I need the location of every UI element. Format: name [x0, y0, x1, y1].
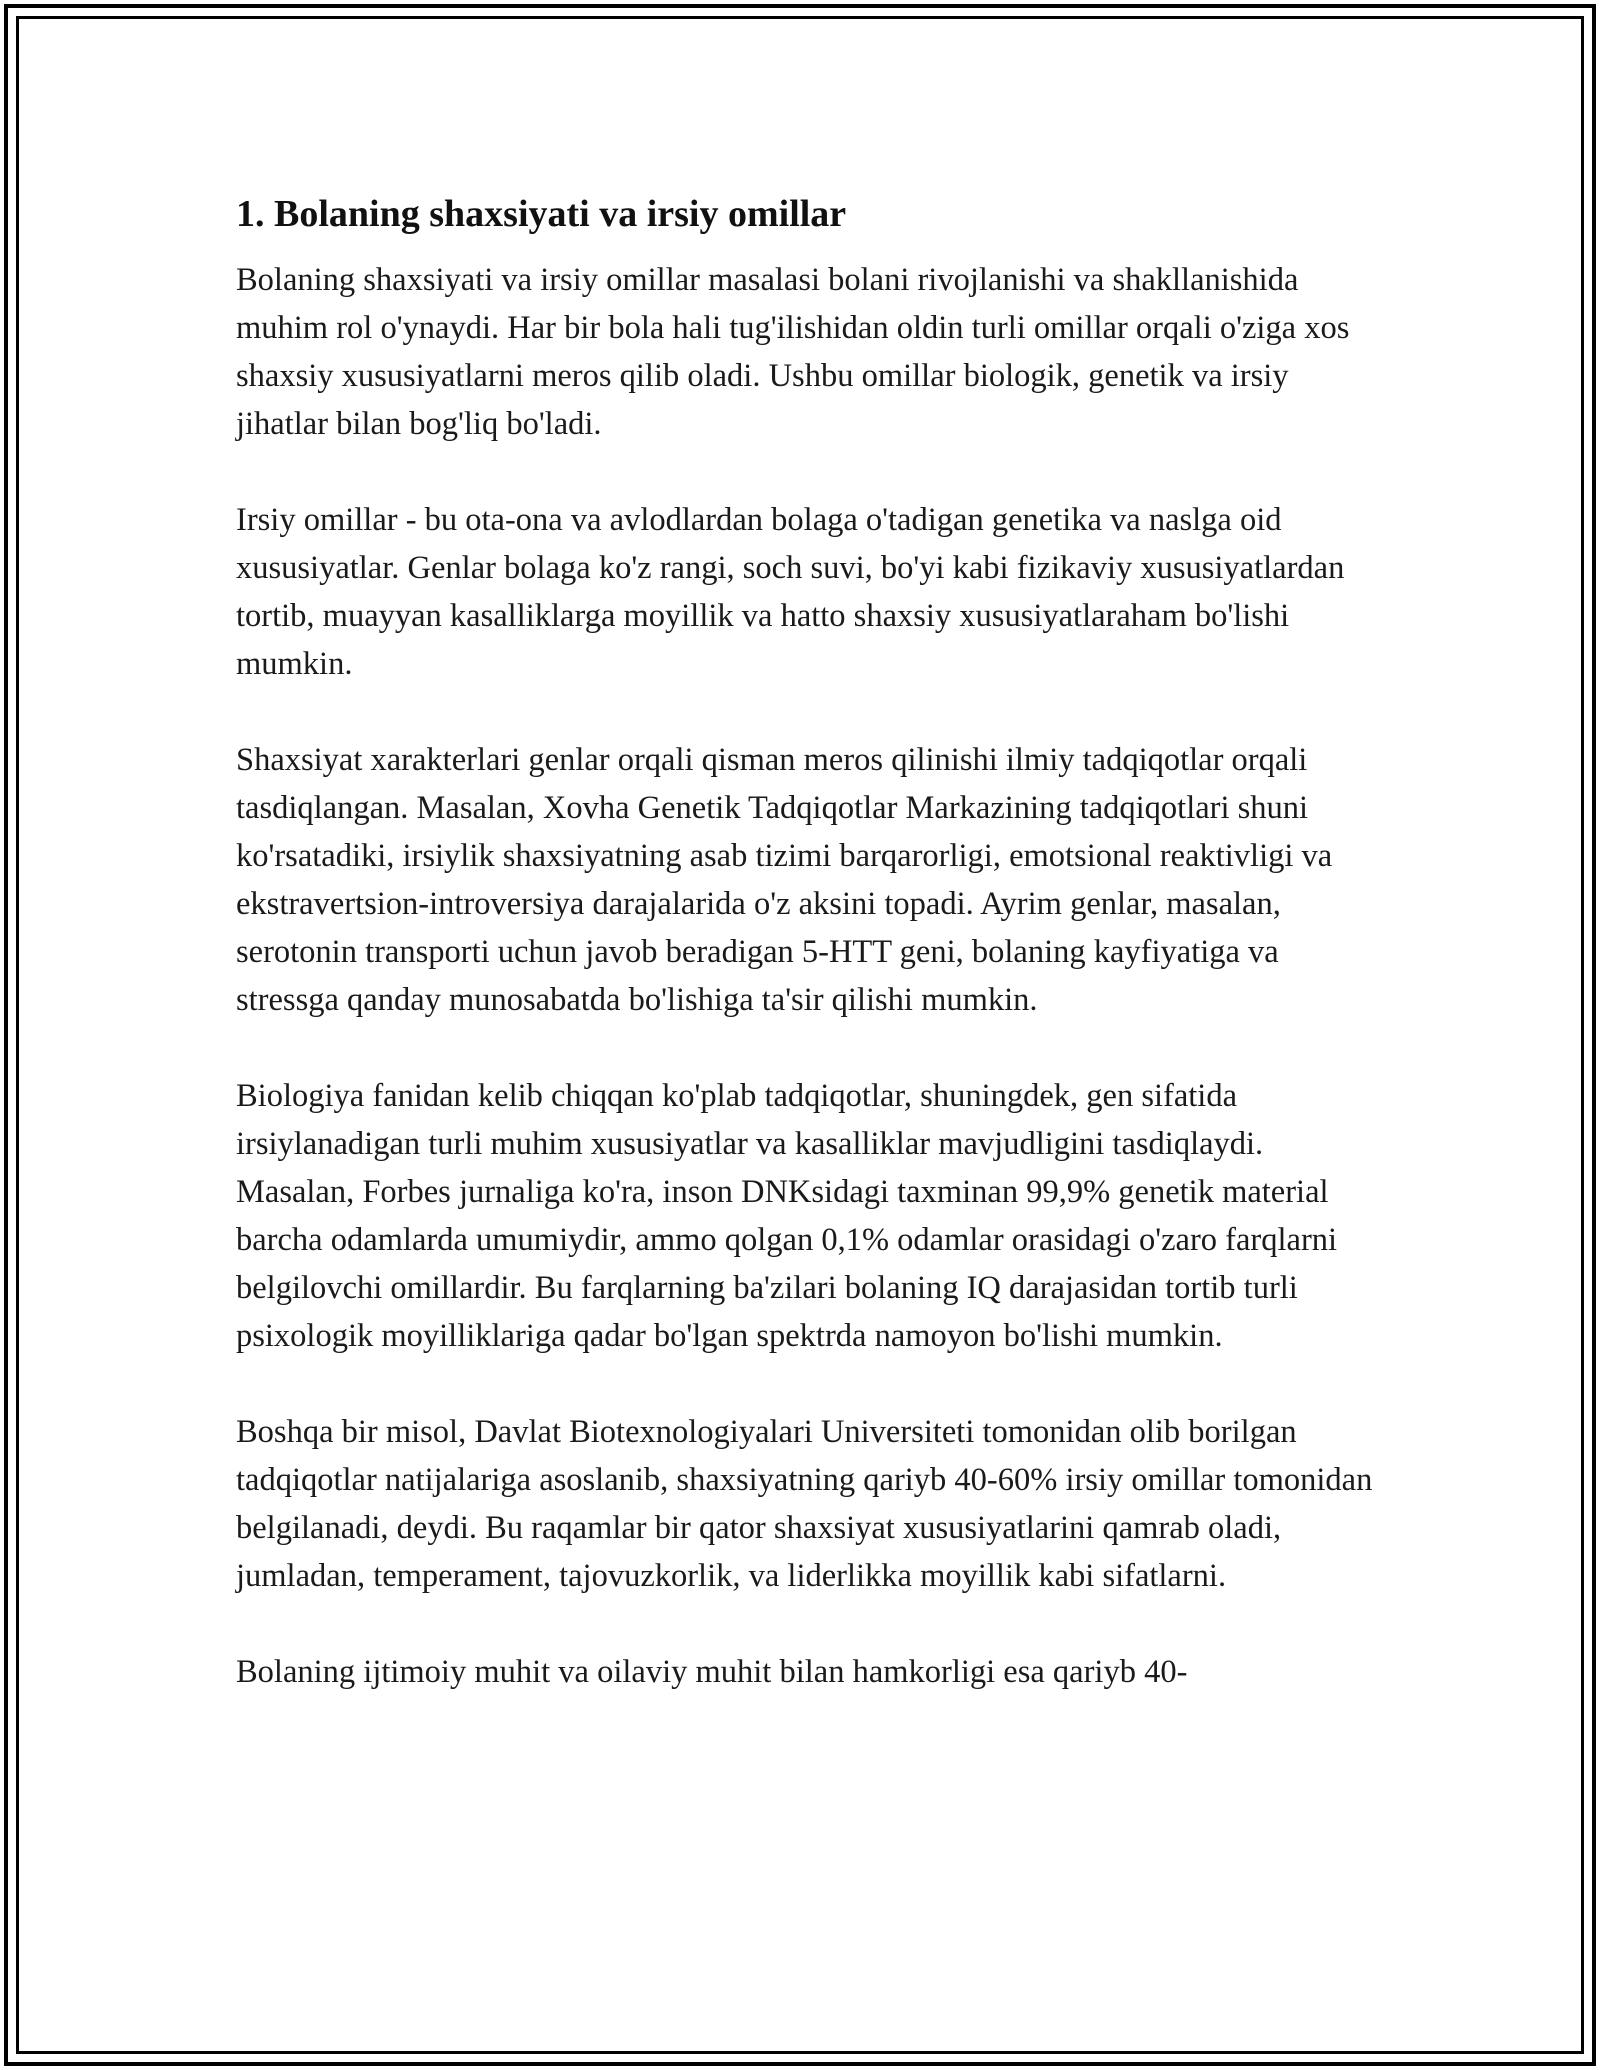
document-body	[236, 188, 1376, 1696]
section-heading: 1. Bolaning shaxsiyati va irsiy omillar	[236, 193, 847, 235]
paragraph-4: Biologiya fanidan kelib chiqqan ko'plab tadqiqotlar, shuningdek, gen sifatida irsiylanadigan turli muhim xususiyatlar va kasalliklar mavjudligini tasdiqlaydi. Masalan, Forbes jurnaliga ko'ra, inson DNKsidagi taxminan 99,9% genetik material barcha odamlarda umumiydir, ammo qolgan 0,1% odamlar orasidagi o'zaro farqlarni belgilovchi omillardir. Bu farqlarning ba'zilari bolaning IQ darajasidan tortib turli psixologik moyilliklariga qadar bo'lgan spektrda namoyon bo'lishi mumkin.	[236, 1078, 1338, 1354]
paragraph-5: Boshqa bir misol, Davlat Biotexnologiyalari Universiteti tomonidan olib borilgan tadqiqotlar natijalariga asoslanib, shaxsiyatning qariyb 40-60% irsiy omillar tomonidan belgilanadi, deydi. Bu raqamlar bir qator shaxsiyat xususiyatlarini qamrab oladi, jumladan, temperament, tajovuzkorlik, va liderlikka moyillik kabi sifatlarni.	[236, 1414, 1373, 1594]
paragraph-1: Bolaning shaxsiyati va irsiy omillar masalasi bolani rivojlanishi va shakllanishida muhim rol o'ynaydi. Har bir bola hali tug'ilishidan oldin turli omillar orqali o'ziga xos shaxsiy xususiyatlarni meros qilib oladi. Ushbu omillar biologik, genetik va irsiy jihatlar bilan bog'liq bo'ladi.	[236, 262, 1350, 442]
paragraph-3: Shaxsiyat xarakterlari genlar orqali qisman meros qilinishi ilmiy tadqiqotlar orqali tasdiqlangan. Masalan, Xovha Genetik Tadqiqotlar Markazining tadqiqotlari shuni ko'rsatadiki, irsiylik shaxsiyatning asab tizimi barqarorligi, emotsional reaktivligi va ekstravertsion-introversiya darajalarida o'z aksini topadi. Ayrim genlar, masalan, serotonin transporti uchun javob beradigan 5-HTT geni, bolaning kayfiyatiga va stressga qanday munosabatda bo'lishiga ta'sir qilishi mumkin.	[236, 742, 1333, 1018]
paragraph-6: Bolaning ijtimoiy muhit va oilaviy muhit bilan hamkorligi esa qariyb 40-	[236, 1654, 1188, 1690]
paragraph-2: Irsiy omillar - bu ota-ona va avlodlardan bolaga o'tadigan genetika va naslga oid xususiyatlar. Genlar bolaga ko'z rangi, soch suvi, bo'yi kabi fizikaviy xususiyatlardan tortib, muayyan kasalliklarga moyillik va hatto shaxsiy xususiyatlaraham bo'lishi mumkin.	[236, 502, 1345, 682]
